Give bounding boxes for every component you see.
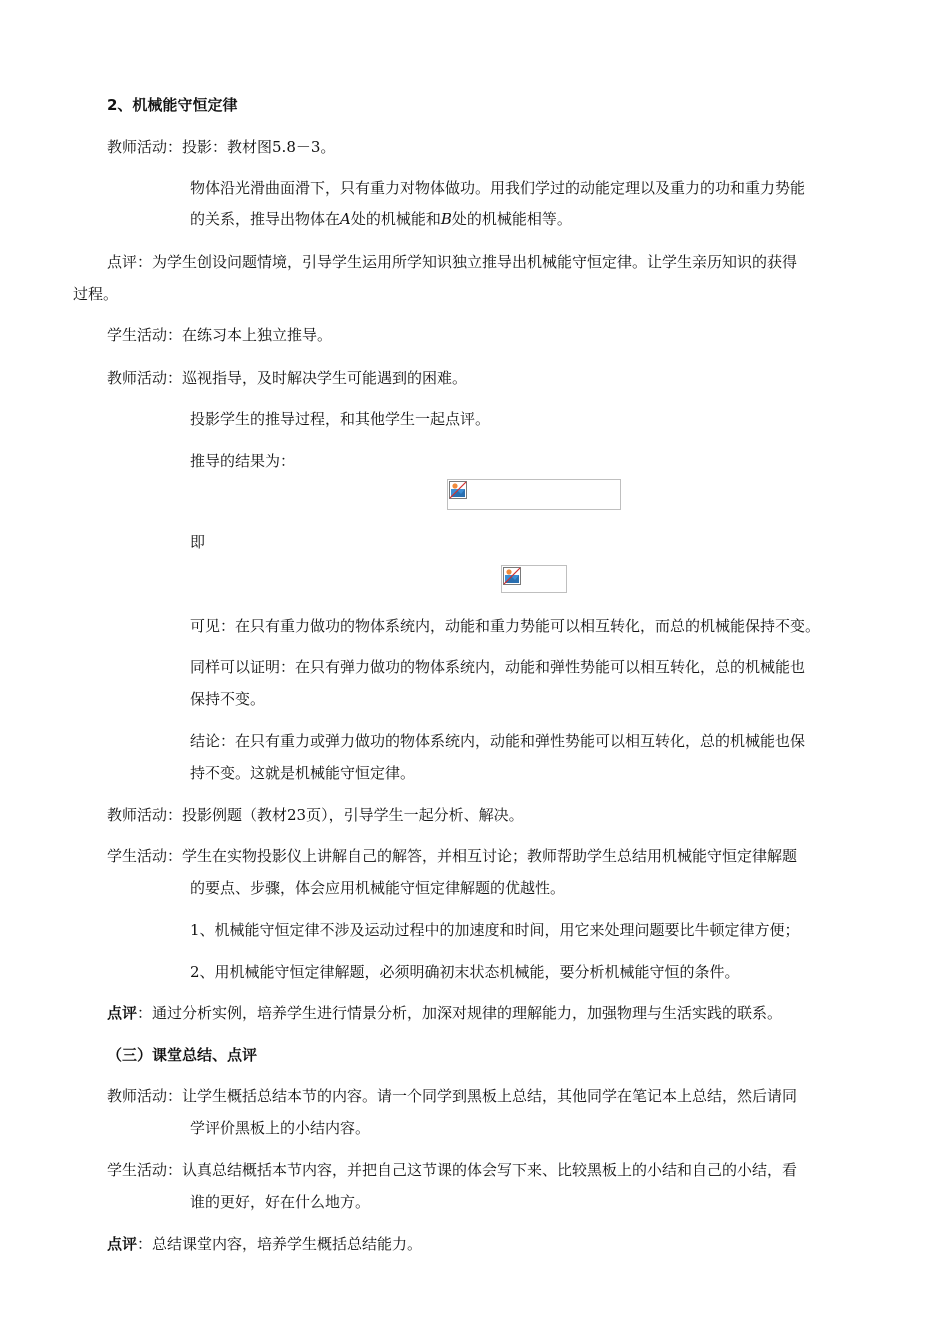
detail-line: 物体沿光滑曲面滑下，只有重力对物体做功。用我们学过的动能定理以及重力的功和重力势能 [190, 179, 806, 197]
point-1: 1、机械能守恒定律不涉及运动过程中的加速度和时间，用它来处理问题要比牛顿定律方便； [190, 921, 800, 939]
conclusion-line: 结论：在只有重力或弹力做功的物体系统内，动能和弹性势能可以相互转化，总的机械能也保 [190, 732, 806, 750]
teacher-activity-2 [107, 368, 467, 388]
label: 学生活动： [107, 847, 183, 865]
label: 学生活动： [107, 1161, 183, 1179]
indent-line: 投影学生的推导过程，和其他学生一起点评。 [190, 410, 491, 428]
teacher-activity-3 [107, 805, 524, 825]
text: 认真总结概括本节内容，并把自己这节课的体会写下来、比较黑板上的小结和自己的小结，看 [182, 1161, 798, 1179]
teacher-activity-line: 学评价黑板上的小结内容。 [190, 1119, 371, 1137]
comment-2 [107, 1003, 782, 1023]
comment-line: 过程。 [73, 285, 119, 303]
formula-image-1 [447, 479, 621, 510]
detail-line [190, 209, 572, 229]
broken-image-icon [503, 567, 521, 585]
student-activity-2 [107, 846, 797, 866]
label: 点评 [107, 1004, 138, 1022]
text: 处的机械能相等。 [451, 210, 572, 228]
section-title: 2、机械能守恒定律 [107, 96, 238, 114]
conclusion-line: 持不变。这就是机械能守恒定律。 [190, 764, 416, 782]
point-b: B [440, 210, 452, 228]
text: 处的机械能和 [350, 210, 441, 228]
text: 巡视指导，及时解决学生可能遇到的困难。 [182, 369, 468, 387]
tongyang-line: 同样可以证明：在只有弹力做功的物体系统内，动能和弹性势能可以相互转化，总的机械能也 [190, 658, 806, 676]
teacher-activity-1 [107, 137, 335, 157]
kejian-line: 可见：在只有重力做功的物体系统内，动能和重力势能可以相互转化，而总的机械能保持不变。 [190, 617, 821, 635]
text: 学生在实物投影仪上讲解自己的解答，并相互讨论；教师帮助学生总结用机械能守恒定律解题 [182, 847, 798, 865]
comment-line: 点评：为学生创设问题情境，引导学生运用所学知识独立推导出机械能守恒定律。让学生亲历知识的获得 [107, 253, 798, 271]
broken-image-icon [449, 481, 467, 499]
label: 教师活动： [107, 806, 183, 824]
student-activity-line: 谁的更好，好在什么地方。 [190, 1193, 371, 1211]
label: 学生活动： [107, 326, 183, 344]
label: 点评 [107, 1235, 138, 1253]
label: 教师活动： [107, 138, 183, 156]
ji-text: 即 [190, 533, 206, 551]
formula-image-2 [501, 565, 567, 593]
label: 教师活动： [107, 369, 183, 387]
text: 投影：教材图5.8－3。 [182, 138, 336, 156]
text: ：总结课堂内容，培养学生概括总结能力。 [137, 1235, 423, 1253]
text: ：通过分析实例，培养学生进行情景分析，加深对规律的理解能力，加强物理与生活实践的联系。 [137, 1004, 783, 1022]
text: 让学生概括总结本节的内容。请一个同学到黑板上总结，其他同学在笔记本上总结，然后请同 [182, 1087, 798, 1105]
student-activity-1 [107, 325, 332, 345]
label: 教师活动： [107, 1087, 183, 1105]
tongyang-line: 保持不变。 [190, 690, 266, 708]
student-activity-3 [107, 1160, 797, 1180]
point-2: 2、用机械能守恒定律解题，必须明确初末状态机械能，要分析机械能守恒的条件。 [190, 963, 740, 981]
point-a: A [340, 210, 351, 228]
text: 的关系，推导出物体在 [190, 210, 341, 228]
comment-3 [107, 1234, 422, 1254]
text: 投影例题（教材23页），引导学生一起分析、解决。 [182, 806, 524, 824]
teacher-activity-4 [107, 1086, 797, 1106]
student-activity-line: 的要点、步骤，体会应用机械能守恒定律解题的优越性。 [190, 879, 566, 897]
section-3-title: （三）课堂总结、点评 [107, 1046, 258, 1064]
text: 在练习本上独立推导。 [182, 326, 333, 344]
indent-line: 推导的结果为： [190, 452, 296, 470]
